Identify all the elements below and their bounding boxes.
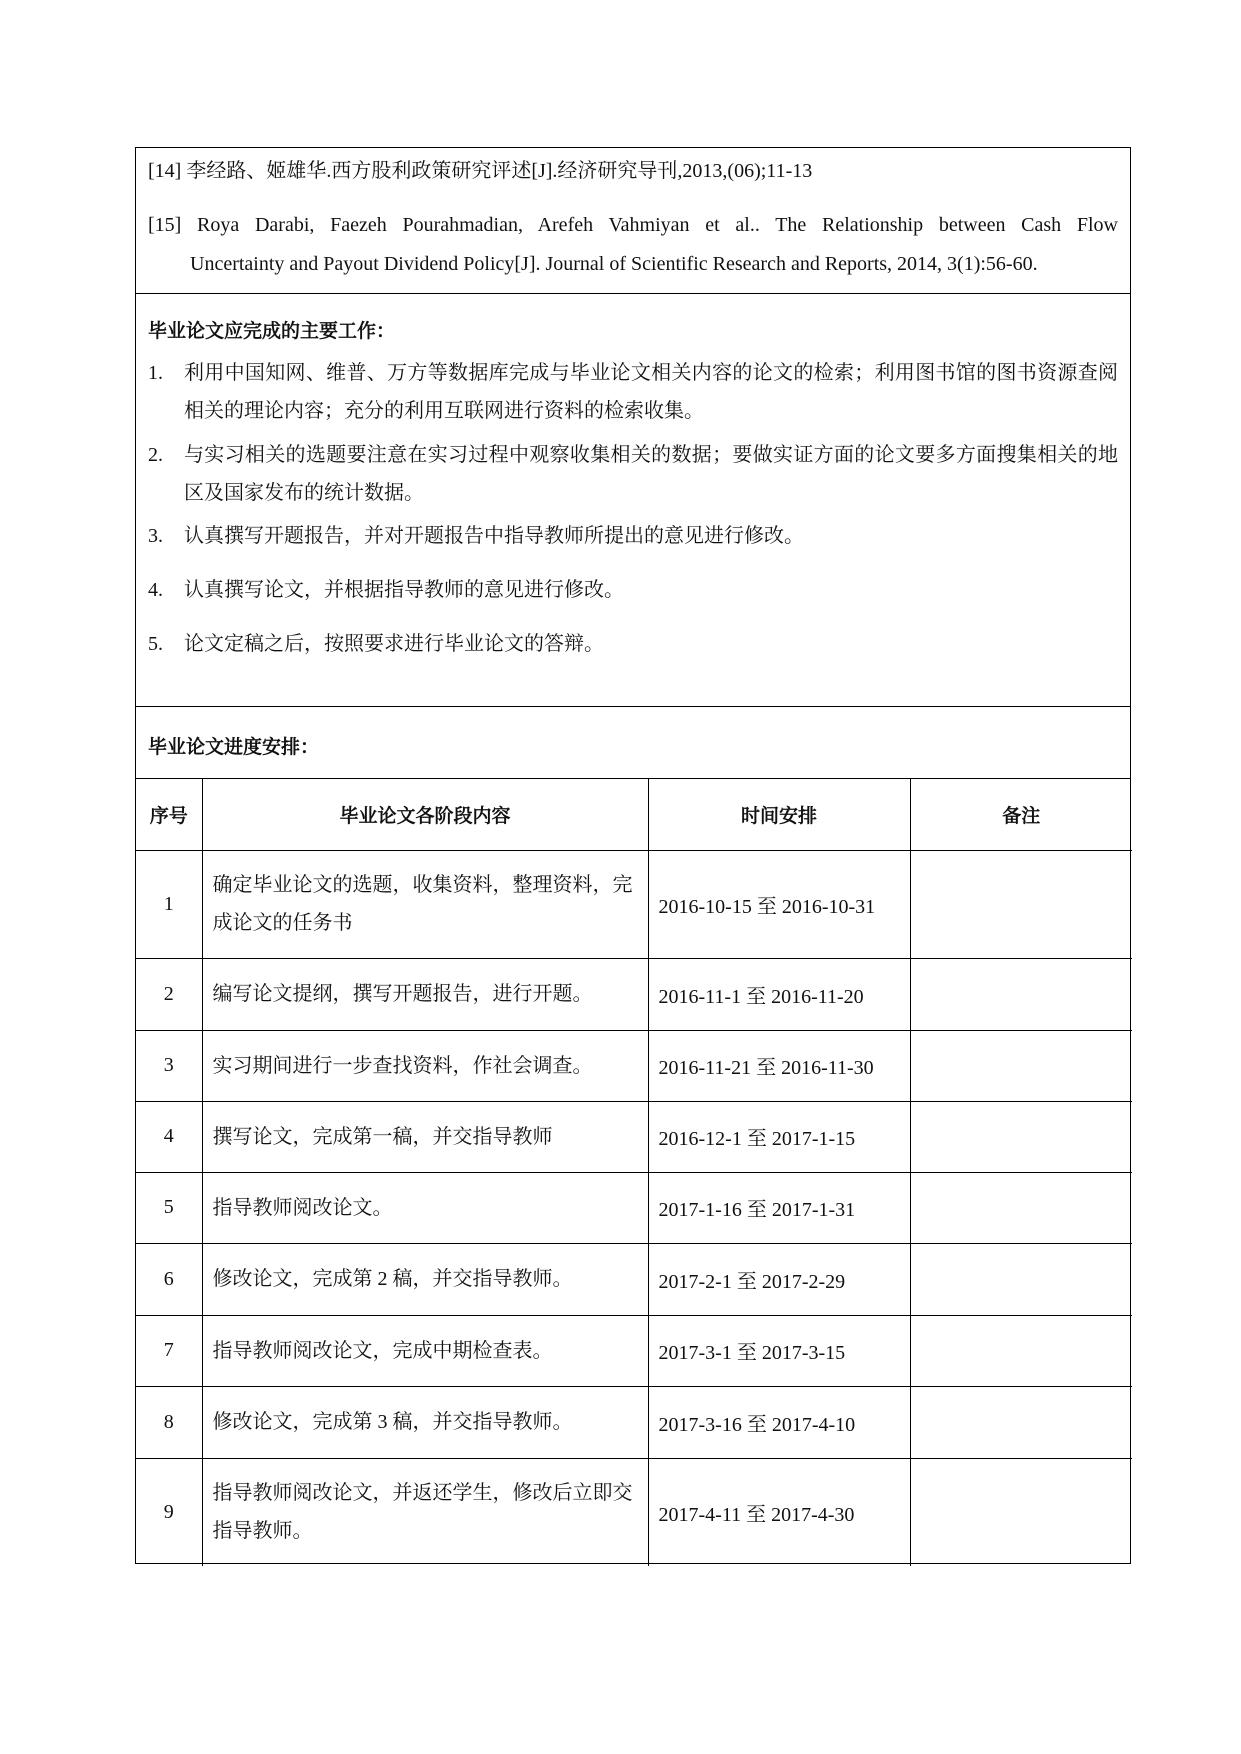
column-header: 序号 — [136, 779, 202, 850]
row-time: 2017-3-16 至 2017-4-10 — [648, 1386, 910, 1458]
table-row — [136, 1101, 1132, 1172]
row-number: 8 — [136, 1386, 202, 1458]
work-item — [148, 517, 1118, 555]
row-number: 2 — [136, 958, 202, 1030]
row-task: 修改论文，完成第 3 稿，并交指导教师。 — [202, 1386, 648, 1458]
row-time: 2017-2-1 至 2017-2-29 — [648, 1243, 910, 1315]
work-item — [148, 354, 1118, 430]
row-note — [910, 850, 1132, 958]
row-note — [910, 1243, 1132, 1315]
row-number: 6 — [136, 1243, 202, 1315]
section-heading: 毕业论文应完成的主要工作： — [148, 320, 396, 342]
item-number: 2. — [148, 444, 163, 466]
row-time: 2017-1-16 至 2017-1-31 — [648, 1172, 910, 1243]
row-task: 撰写论文，完成第一稿，并交指导教师 — [202, 1101, 648, 1172]
row-time: 2017-3-1 至 2017-3-15 — [648, 1315, 910, 1386]
row-task: 确定毕业论文的选题，收集资料，整理资料，完成论文的任务书 — [202, 850, 648, 958]
main-work-section — [136, 294, 1130, 707]
column-header: 时间安排 — [648, 779, 910, 850]
row-note — [910, 1386, 1132, 1458]
table-row — [136, 958, 1132, 1030]
references-section — [136, 148, 1130, 294]
work-item — [148, 436, 1118, 512]
table-row — [136, 1315, 1132, 1386]
row-note — [910, 1030, 1132, 1101]
item-text: 论文定稿之后，按照要求进行毕业论文的答辩。 — [184, 633, 604, 655]
row-time: 2016-11-1 至 2016-11-20 — [648, 958, 910, 1030]
reference-text: Roya Darabi, Faezeh Pourahmadian, Arefeh Vahmiyan et al.. The Relationship between Cash Flow — [197, 214, 1118, 236]
row-time: 2016-11-21 至 2016-11-30 — [648, 1030, 910, 1101]
row-note — [910, 1315, 1132, 1386]
row-number: 9 — [136, 1458, 202, 1566]
row-number: 1 — [136, 850, 202, 958]
reference-text: Uncertainty and Payout Dividend Policy[J]. Journal of Scientific Research and Reports, 2014, 3(1):56-60. — [190, 253, 1038, 275]
row-time: 2016-10-15 至 2016-10-31 — [648, 850, 910, 958]
item-text: 认真撰写开题报告，并对开题报告中指导教师所提出的意见进行修改。 — [184, 525, 804, 547]
reference-line — [148, 206, 1118, 245]
table-row — [136, 1458, 1132, 1566]
work-item — [148, 625, 1118, 663]
work-item — [148, 571, 1118, 609]
row-note — [910, 1458, 1132, 1566]
item-number: 3. — [148, 525, 163, 547]
row-note — [910, 958, 1132, 1030]
row-note — [910, 1172, 1132, 1243]
row-task: 修改论文，完成第 2 稿，并交指导教师。 — [202, 1243, 648, 1315]
row-number: 5 — [136, 1172, 202, 1243]
table-row — [136, 1243, 1132, 1315]
row-time: 2017-4-11 至 2017-4-30 — [648, 1458, 910, 1566]
row-note — [910, 1101, 1132, 1172]
item-text: 与实习相关的选题要注意在实习过程中观察收集相关的数据；要做实证方面的论文要多方面搜集相关的地区及国家发布的统计数据。 — [184, 444, 1118, 504]
row-task: 编写论文提纲，撰写开题报告，进行开题。 — [202, 958, 648, 1030]
reference-label: [15] — [148, 214, 182, 236]
table-row — [136, 1386, 1132, 1458]
table-row — [136, 1172, 1132, 1243]
item-number: 5. — [148, 633, 163, 655]
column-header: 毕业论文各阶段内容 — [202, 779, 648, 850]
item-number: 1. — [148, 362, 163, 384]
document-frame — [135, 147, 1131, 1564]
row-task: 指导教师阅改论文，并返还学生，修改后立即交指导教师。 — [202, 1458, 648, 1566]
row-task: 指导教师阅改论文。 — [202, 1172, 648, 1243]
reference-15 — [148, 206, 1118, 284]
schedule-table — [136, 779, 1132, 1566]
table-row — [136, 1030, 1132, 1101]
reference-text: 李经路、姬雄华.西方股利政策研究评述[J].经济研究导刊,2013,(06);11-13 — [186, 160, 813, 182]
reference-14 — [148, 156, 1118, 186]
row-time: 2016-12-1 至 2017-1-15 — [648, 1101, 910, 1172]
table-row — [136, 850, 1132, 958]
column-header: 备注 — [910, 779, 1132, 850]
row-number: 4 — [136, 1101, 202, 1172]
reference-label: [14] — [148, 160, 182, 182]
table-header-row — [136, 779, 1132, 850]
row-task: 实习期间进行一步查找资料，作社会调查。 — [202, 1030, 648, 1101]
item-text: 利用中国知网、维普、万方等数据库完成与毕业论文相关内容的论文的检索；利用图书馆的图书资源查阅相关的理论内容；充分的利用互联网进行资料的检索收集。 — [184, 362, 1118, 422]
row-number: 3 — [136, 1030, 202, 1101]
item-text: 认真撰写论文，并根据指导教师的意见进行修改。 — [184, 579, 624, 601]
row-number: 7 — [136, 1315, 202, 1386]
schedule-heading-section — [136, 707, 1130, 779]
section-heading: 毕业论文进度安排： — [148, 736, 320, 758]
row-task: 指导教师阅改论文，完成中期检查表。 — [202, 1315, 648, 1386]
item-number: 4. — [148, 579, 163, 601]
